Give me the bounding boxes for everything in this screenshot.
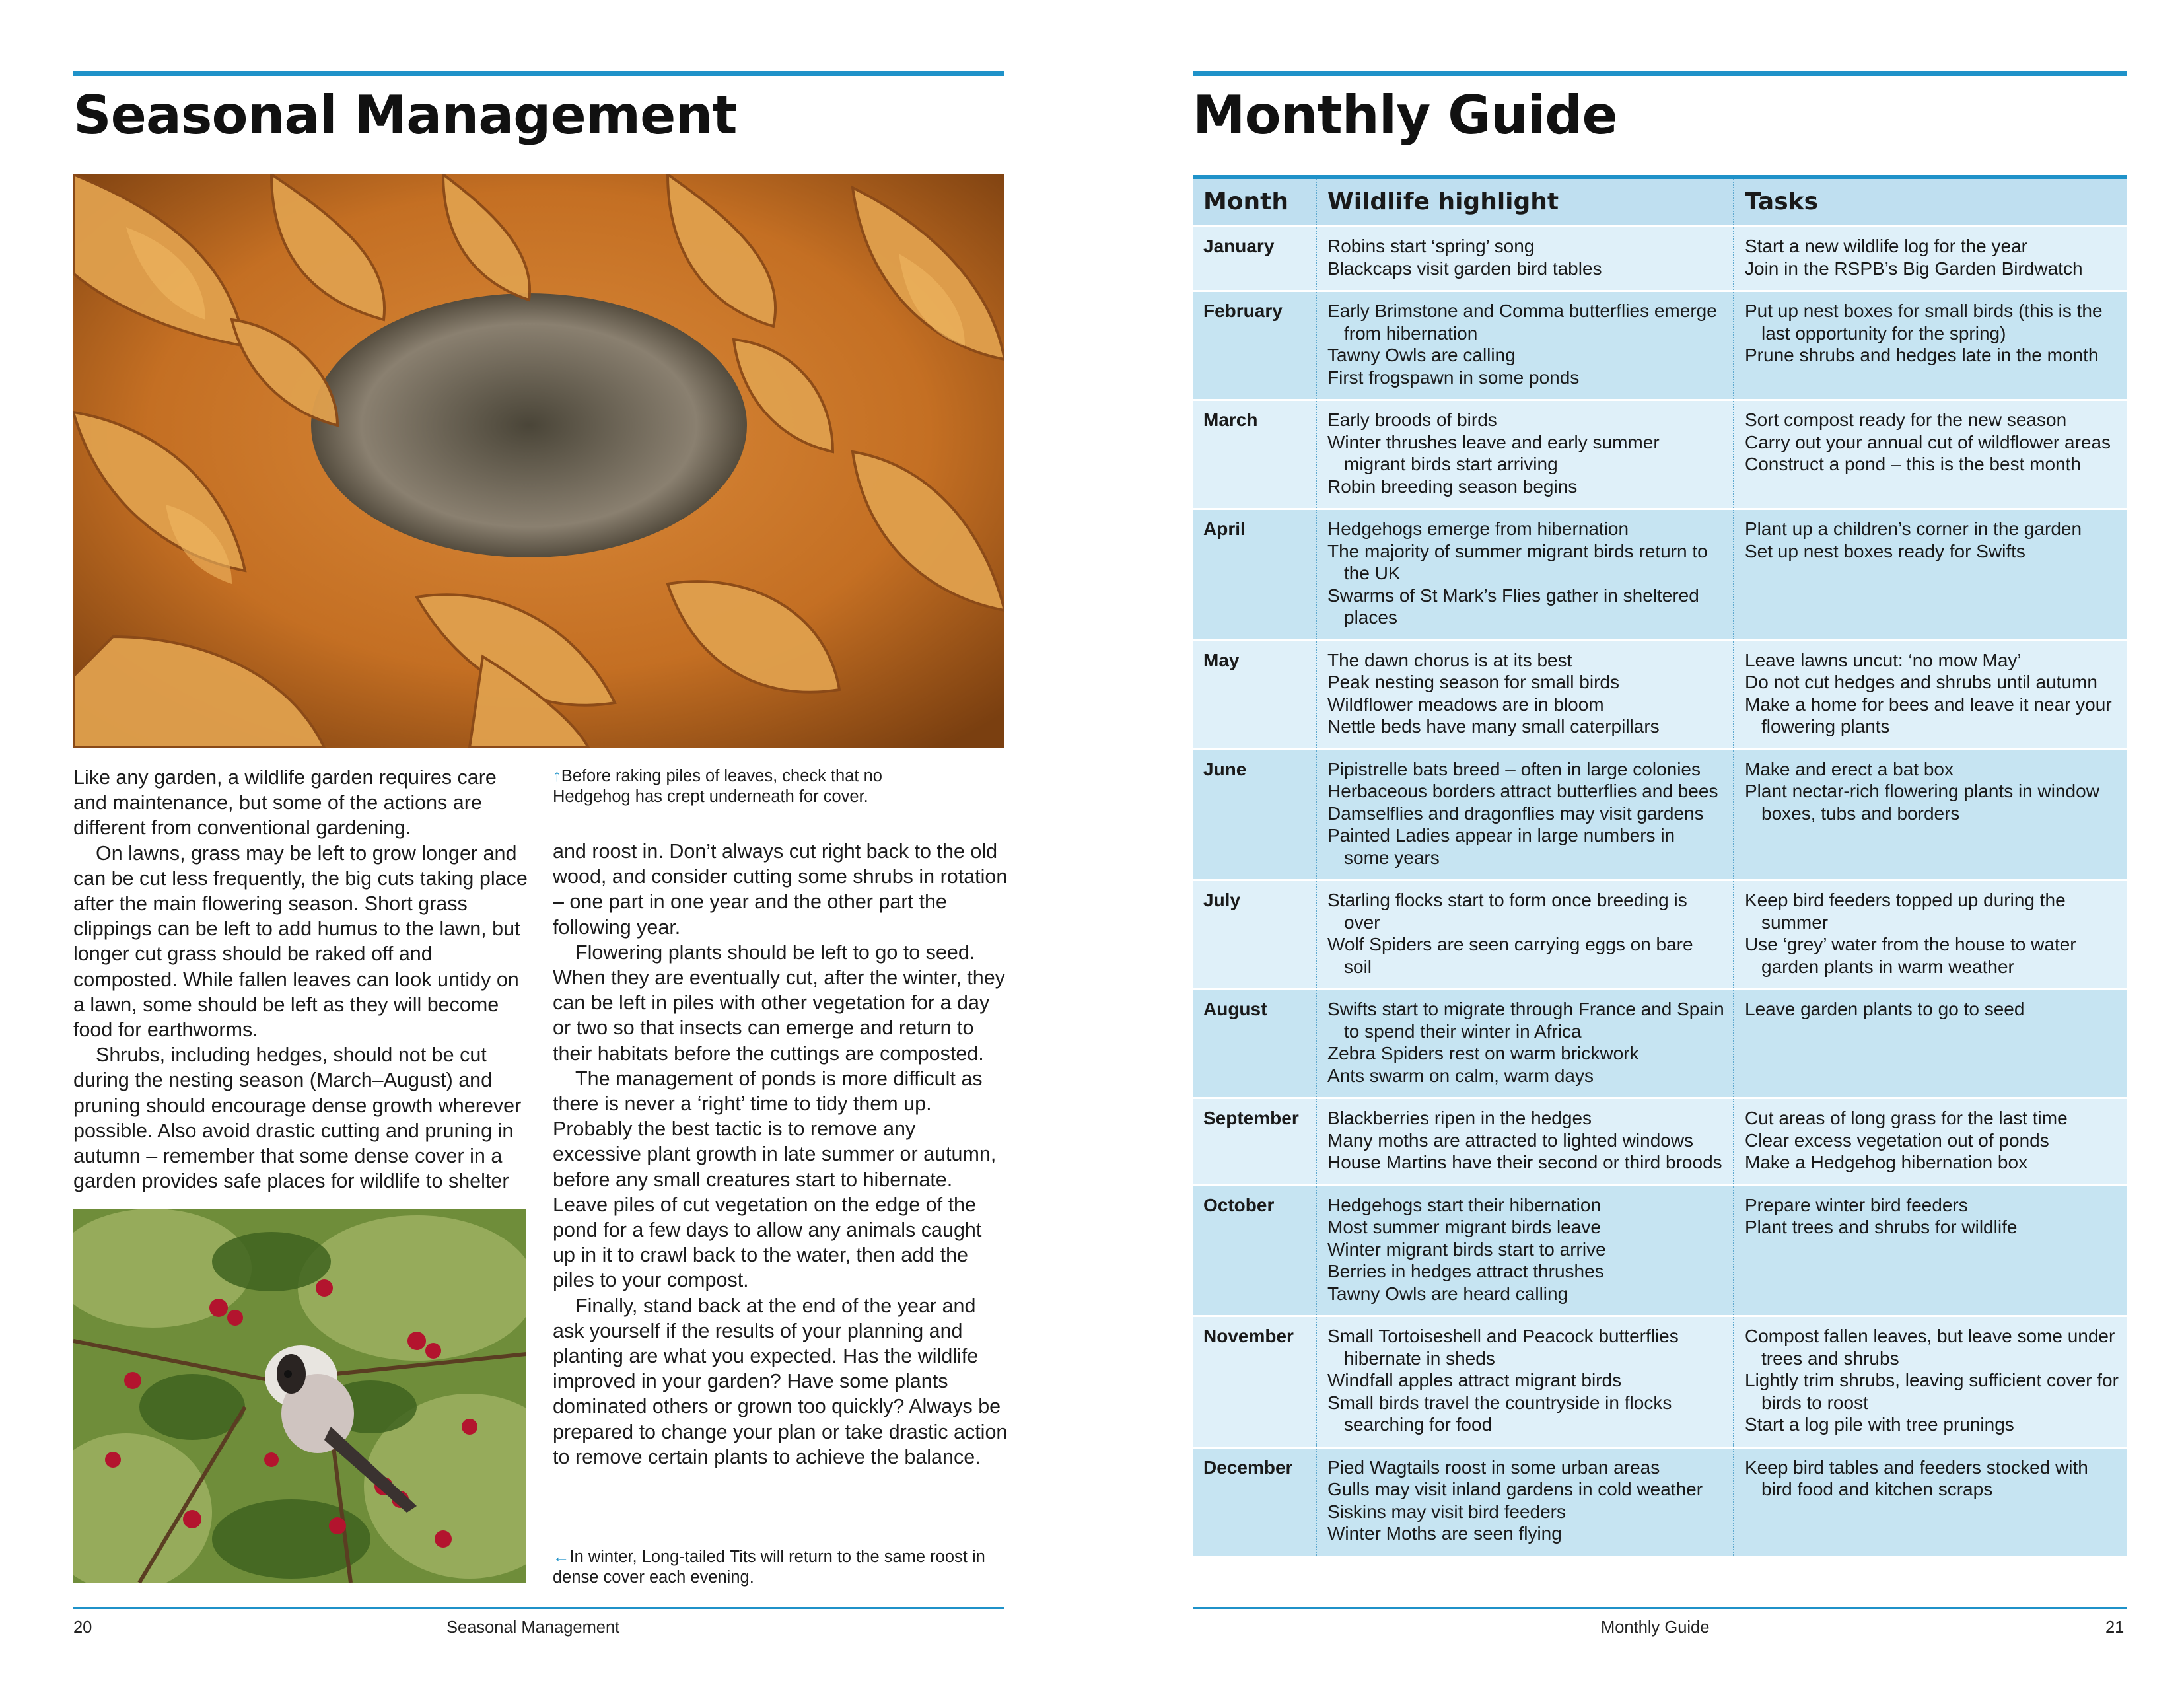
task-line: Leave garden plants to go to seed xyxy=(1745,999,2025,1019)
highlight-cell xyxy=(1317,750,1734,880)
tasks-cell xyxy=(1734,510,2127,639)
table-row xyxy=(1193,990,2127,1099)
running-head-right: Monthly Guide xyxy=(1601,1618,1710,1637)
tasks-cell xyxy=(1734,227,2127,290)
highlight-line: Blackberries ripen in the hedges xyxy=(1327,1108,1592,1128)
month-cell: December xyxy=(1193,1449,1317,1556)
caption-long-tailed-tit xyxy=(553,1547,1002,1588)
arrow-left-icon: ← xyxy=(553,1548,570,1566)
highlight-line: Windfall apples attract migrant birds xyxy=(1327,1370,1622,1390)
paragraph: Shrubs, including hedges, should not be cut during the nesting season (March–August) and pruning should encourage dense growth wherever possible. Also avoid drastic cutting and pruning in autumn – remember that some dense cover in a garden provides safe places for wildlife to shelter xyxy=(73,1044,522,1193)
tasks-cell xyxy=(1734,1186,2127,1316)
paragraph: Finally, stand back at the end of the year and ask yourself if the results of your planning and planting are what you expected. Has the wildlife improved in your garden? Have some plants dominated others or grown too quickly? Always be prepared to change your plan or take drastic action to remove certain plants to achieve the balance. xyxy=(553,1294,1008,1468)
task-line: Join in the RSPB’s Big Garden Birdwatch xyxy=(1745,258,2083,279)
task-line: Lightly trim shrubs, leaving sufficient cover for birds to roost xyxy=(1745,1370,2119,1413)
task-line: Compost fallen leaves, but leave some under trees and shrubs xyxy=(1745,1326,2115,1369)
task-line: Plant nectar-rich flowering plants in window boxes, tubs and borders xyxy=(1745,781,2099,824)
highlight-cell xyxy=(1317,641,1734,748)
highlight-line: Robin breeding season begins xyxy=(1327,476,1578,497)
highlight-line: Pied Wagtails roost in some urban areas xyxy=(1327,1456,1660,1478)
task-line: Clear excess vegetation out of ponds xyxy=(1745,1129,2049,1151)
highlight-line: Blackcaps visit garden bird tables xyxy=(1327,258,1602,279)
task-line: Put up nest boxes for small birds (this is the last opportunity for the spring) xyxy=(1745,301,2103,343)
month-cell: January xyxy=(1193,227,1317,290)
table-row xyxy=(1193,292,2127,401)
highlight-line: Pipistrelle bats breed – often in large colonies xyxy=(1327,758,1701,779)
task-line: Prepare winter bird feeders xyxy=(1745,1194,1968,1215)
month-cell: August xyxy=(1193,990,1317,1097)
highlight-line: Winter migrant birds start to arrive xyxy=(1327,1238,1606,1260)
highlight-line: Small Tortoiseshell and Peacock butterflies hibernate in sheds xyxy=(1327,1326,1679,1369)
tasks-cell xyxy=(1734,750,2127,880)
highlight-line: Ants swarm on calm, warm days xyxy=(1327,1065,1594,1086)
bottom-rule-left xyxy=(73,1607,1004,1609)
highlight-line: The dawn chorus is at its best xyxy=(1327,649,1572,670)
highlight-line: Swarms of St Mark’s Flies gather in sheltered places xyxy=(1327,585,1699,627)
table-row xyxy=(1193,1099,2127,1186)
task-line: Make a Hedgehog hibernation box xyxy=(1745,1152,2028,1172)
tasks-cell xyxy=(1734,1099,2127,1184)
caption-text: Before raking piles of leaves, check that no Hedgehog has crept underneath for cover. xyxy=(553,767,882,806)
tasks-cell xyxy=(1734,292,2127,399)
highlight-cell xyxy=(1317,1449,1734,1556)
task-line: Set up nest boxes ready for Swifts xyxy=(1745,540,2025,561)
month-cell: March xyxy=(1193,401,1317,508)
long-tailed-tit-photo xyxy=(73,1209,526,1583)
month-cell: May xyxy=(1193,641,1317,748)
highlight-line: Hedgehogs emerge from hibernation xyxy=(1327,519,1629,539)
highlight-cell xyxy=(1317,1099,1734,1184)
highlight-line: Tawny Owls are heard calling xyxy=(1327,1283,1568,1304)
highlight-line: Herbaceous borders attract butterflies and bees xyxy=(1327,781,1718,801)
task-line: Keep bird feeders topped up during the summer xyxy=(1745,890,2066,933)
highlight-line: Zebra Spiders rest on warm brickwork xyxy=(1327,1043,1639,1063)
highlight-line: Damselflies and dragonflies may visit gardens xyxy=(1327,803,1704,824)
highlight-line: The majority of summer migrant birds return to the UK xyxy=(1327,540,1708,583)
highlight-line: Swifts start to migrate through France and Spain to spend their winter in Africa xyxy=(1327,999,1724,1042)
month-cell: September xyxy=(1193,1099,1317,1184)
highlight-line: Hedgehogs start their hibernation xyxy=(1327,1194,1602,1215)
highlight-line: Many moths are attracted to lighted windows xyxy=(1327,1129,1694,1151)
table-row xyxy=(1193,510,2127,641)
top-rule-right xyxy=(1193,71,2127,76)
table-header-row xyxy=(1193,179,2127,227)
highlight-line: Wildflower meadows are in bloom xyxy=(1327,694,1604,715)
table-row xyxy=(1193,227,2127,292)
tasks-cell xyxy=(1734,641,2127,748)
highlight-line: Early Brimstone and Comma butterflies emerge from hibernation xyxy=(1327,301,1717,343)
task-line: Keep bird tables and feeders stocked with bird food and kitchen scraps xyxy=(1745,1456,2088,1499)
caption-text: In winter, Long-tailed Tits will return to the same roost in dense cover each evening. xyxy=(553,1548,985,1587)
column-header-tasks: Tasks xyxy=(1745,188,1819,215)
table-row xyxy=(1193,1317,2127,1449)
monthly-guide-table xyxy=(1193,175,2127,1558)
table-row xyxy=(1193,401,2127,510)
highlight-cell xyxy=(1317,401,1734,508)
column-header-month: Month xyxy=(1193,179,1317,225)
highlight-line: Painted Ladies appear in large numbers in some years xyxy=(1327,825,1675,868)
task-line: Cut areas of long grass for the last time xyxy=(1745,1108,2068,1128)
bottom-rule-right xyxy=(1193,1607,2127,1609)
table-row xyxy=(1193,1449,2127,1558)
task-line: Construct a pond – this is the best month xyxy=(1745,454,2081,474)
task-line: Leave lawns uncut: ‘no mow May’ xyxy=(1745,649,2022,670)
highlight-line: Starling flocks start to form once breeding is over xyxy=(1327,890,1687,933)
highlight-line: Berries in hedges attract thrushes xyxy=(1327,1261,1604,1281)
highlight-cell xyxy=(1317,1317,1734,1447)
page-title-left: Seasonal Management xyxy=(73,85,737,146)
highlight-line: Most summer migrant birds leave xyxy=(1327,1217,1601,1237)
highlight-line: Gulls may visit inland gardens in cold weather xyxy=(1327,1479,1703,1499)
highlight-cell xyxy=(1317,292,1734,399)
table-row xyxy=(1193,641,2127,750)
highlight-cell xyxy=(1317,990,1734,1097)
tasks-cell xyxy=(1734,1449,2127,1556)
month-cell: June xyxy=(1193,750,1317,880)
task-line: Start a log pile with tree prunings xyxy=(1745,1414,2014,1435)
task-line: Make and erect a bat box xyxy=(1745,758,1954,779)
paragraph: On lawns, grass may be left to grow longer and can be cut less frequently, the big cuts taking place after the main flowering season. Short grass clippings can be left to add humus to the lawn, but longer cut grass should be raked off and composted. While fallen leaves can look untidy on a lawn, some should be left as they will become food for earthworms. xyxy=(73,842,528,1042)
tasks-cell xyxy=(1734,990,2127,1097)
table-row xyxy=(1193,881,2127,990)
hedgehog-in-leaves-photo xyxy=(73,174,1004,748)
page-number-right: 21 xyxy=(2105,1618,2125,1637)
highlight-line: Small birds travel the countryside in flocks searching for food xyxy=(1327,1392,1672,1435)
paragraph: Like any garden, a wildlife garden requires care and maintenance, but some of the actions are different from conventional gardening. xyxy=(73,766,497,840)
page-title-right: Monthly Guide xyxy=(1193,85,1617,146)
highlight-line: Siskins may visit bird feeders xyxy=(1327,1501,1567,1522)
highlight-line: Tawny Owls are calling xyxy=(1327,345,1516,365)
task-line: Start a new wildlife log for the year xyxy=(1745,236,2027,256)
running-head-left: Seasonal Management xyxy=(446,1618,620,1637)
highlight-line: Wolf Spiders are seen carrying eggs on bare soil xyxy=(1327,934,1693,977)
arrow-up-icon: ↑ xyxy=(553,767,561,785)
body-text-column-1 xyxy=(73,765,536,1194)
task-line: Make a home for bees and leave it near your flowering plants xyxy=(1745,694,2112,736)
task-line: Plant up a children’s corner in the garden xyxy=(1745,519,2082,539)
task-line: Do not cut hedges and shrubs until autumn xyxy=(1745,672,2097,692)
table-row xyxy=(1193,1186,2127,1318)
page-number-left: 20 xyxy=(73,1618,92,1637)
paragraph: Flowering plants should be left to go to seed. When they are eventually cut, after the winter, they can be left in piles with other vegetation for a day or two so that insects can emerge and return to their habitats before the cuttings are composted. xyxy=(553,941,1005,1065)
top-rule-left xyxy=(73,71,1004,76)
highlight-line: Winter Moths are seen flying xyxy=(1327,1523,1562,1544)
highlight-line: Robins start ‘spring’ song xyxy=(1327,236,1535,256)
highlight-cell xyxy=(1317,510,1734,639)
tasks-cell xyxy=(1734,881,2127,988)
highlight-line: First frogspawn in some ponds xyxy=(1327,367,1580,388)
highlight-line: Nettle beds have many small caterpillars xyxy=(1327,716,1660,736)
task-line: Carry out your annual cut of wildflower areas xyxy=(1745,431,2111,452)
task-line: Prune shrubs and hedges late in the month xyxy=(1745,345,2099,365)
task-line: Plant trees and shrubs for wildlife xyxy=(1745,1217,2018,1237)
highlight-line: Peak nesting season for small birds xyxy=(1327,672,1619,692)
month-cell: November xyxy=(1193,1317,1317,1447)
task-line: Sort compost ready for the new season xyxy=(1745,410,2067,430)
task-line: Use ‘grey’ water from the house to water garden plants in warm weather xyxy=(1745,934,2076,977)
highlight-line: House Martins have their second or third broods xyxy=(1327,1152,1722,1172)
tasks-cell xyxy=(1734,1317,2127,1447)
highlight-line: Early broods of birds xyxy=(1327,410,1497,430)
body-text-column-2 xyxy=(553,839,1008,1470)
paragraph: and roost in. Don’t always cut right back to the old wood, and consider cutting some shrubs in rotation – one part in one year and the other part the following year. xyxy=(553,840,1008,939)
highlight-cell xyxy=(1317,1186,1734,1316)
tasks-cell xyxy=(1734,401,2127,508)
highlight-cell xyxy=(1317,227,1734,290)
month-cell: February xyxy=(1193,292,1317,399)
highlight-line: Winter thrushes leave and early summer migrant birds start arriving xyxy=(1327,431,1660,474)
paragraph: The management of ponds is more difficult as there is never a ‘right’ time to tidy them up. Probably the best tactic is to remove any excessive plant growth in late summer or autumn, before any small creatures start to hibernate. Leave piles of cut vegetation on the edge of the pond for a few days to allow any animals caught up in it to crawl back to the water, then add the piles to your compost. xyxy=(553,1067,997,1292)
column-header-wildlife-highlight: Wildlife highlight xyxy=(1317,179,1734,225)
highlight-cell xyxy=(1317,881,1734,988)
month-cell: April xyxy=(1193,510,1317,639)
month-cell: October xyxy=(1193,1186,1317,1316)
month-cell: July xyxy=(1193,881,1317,988)
caption-hedgehog xyxy=(553,766,949,807)
table-row xyxy=(1193,750,2127,882)
